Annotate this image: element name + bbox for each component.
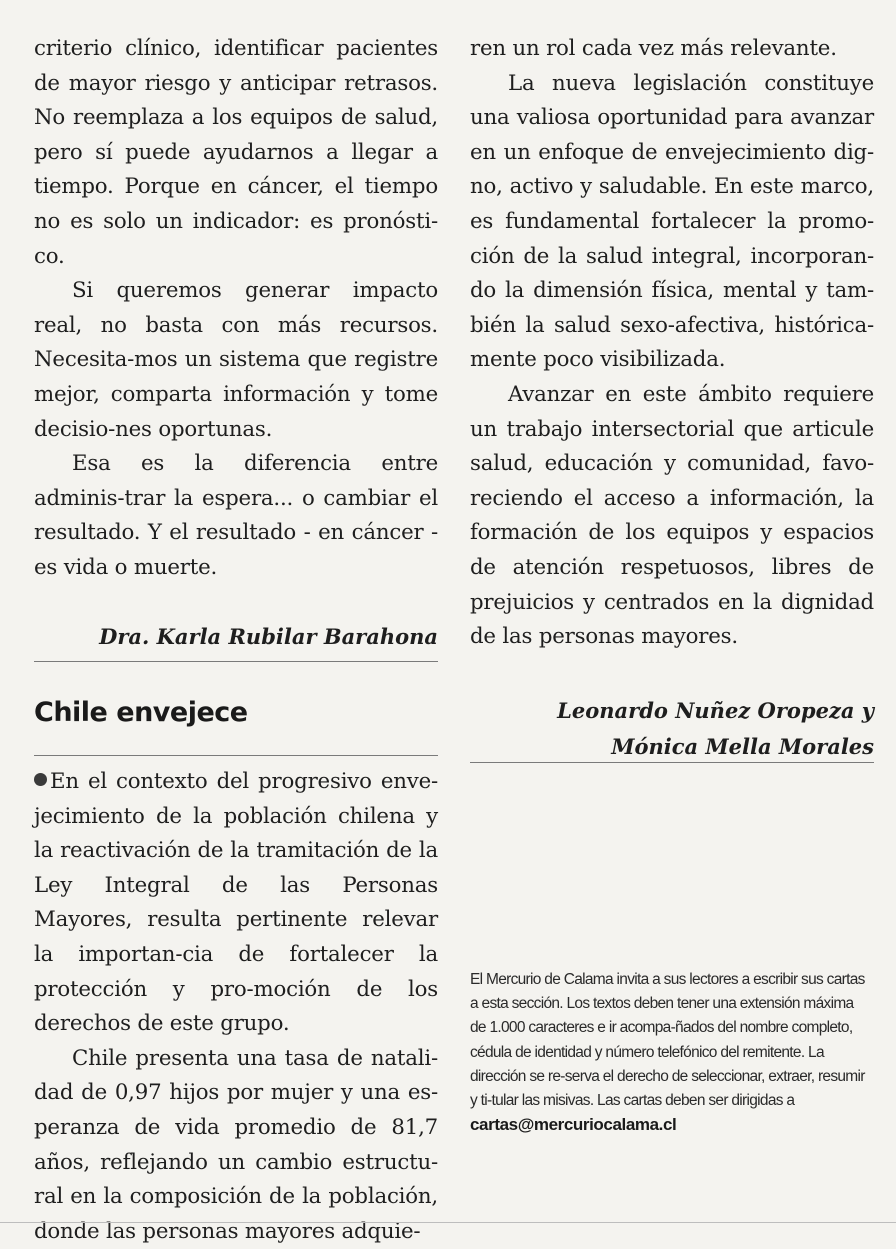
article-paragraph bbox=[34, 765, 438, 1042]
section-divider bbox=[34, 661, 438, 662]
previous-letter-column bbox=[34, 32, 438, 654]
article-continuation-column bbox=[470, 32, 874, 765]
section-divider bbox=[470, 762, 874, 763]
signature-line: Mónica Mella Morales bbox=[611, 733, 874, 759]
signature-line: Leonardo Nuñez Oropeza y bbox=[557, 697, 874, 723]
letters-notice bbox=[470, 968, 870, 1138]
letter-signature: Dra. Karla Rubilar Barahona bbox=[99, 623, 438, 649]
notice-text: El Mercurio de Calama invita a sus lectores a escribir sus cartas a esta sección. Los textos deben tener una extensión máxima de 1.000 caracteres e ir acompa-ñados del nombre completo, cédula de identidad y número telefónico del remitente. La dirección se re-serva el derecho de seleccionar, extraer, resumir y ti-tular las misivas. Las cartas deben ser dirigidas a bbox=[470, 971, 865, 1110]
article-headline: Chile envejece bbox=[34, 697, 248, 728]
article-column bbox=[34, 765, 438, 1249]
article-paragraph: ren un rol cada vez más relevante. bbox=[470, 36, 837, 61]
submission-email[interactable]: cartas@mercuriocalama.cl bbox=[470, 1115, 677, 1135]
article-signature bbox=[470, 693, 874, 765]
article-paragraph: La nueva legislación constituye una valiosa oportunidad para avanzar en un enfoque de envejecimiento dig-no, activo y saludable. En este marco, es fundamental fortalecer la promo-ción de la salud integral, incorporan-do la dimensión física, mental y tam-bién la salud sexo-afectiva, histórica-mente poco visibilizada. bbox=[470, 70, 874, 373]
letter-paragraph: Si queremos generar impacto real, no basta con más recursos. Necesita-mos un sistema que registre mejor, comparta información y tome decisio-nes oportunas. bbox=[34, 278, 438, 442]
article-paragraph-text: En el contexto del progresivo enve-jecimiento de la población chilena y la reactivación de la tramitación de la Ley Integral de las Personas Mayores, resulta pertinente relevar la importan-cia de fortalecer la protección y pro-moción de los derechos de este grupo. bbox=[34, 769, 438, 1037]
article-paragraph: Chile presenta una tasa de natali-dad de 0,97 hijos por mujer y una es-peranza de vida promedio de 81,7 años, reflejando un cambio estructu-ral en la composición de la población, donde las personas mayores adquie- bbox=[34, 1045, 438, 1244]
article-paragraph: Avanzar en este ámbito requiere un trabajo intersectorial que articule salud, educación y comunidad, favo-reciendo el acceso a información, la formación de los equipos y espacios de atención respetuosos, libres de prejuicios y centrados en la dignidad de las personas mayores. bbox=[470, 381, 874, 650]
letter-paragraph: criterio clínico, identificar pacientes de mayor riesgo y anticipar retrasos. No reemplaza a los equipos de salud, pero sí puede ayudarnos a llegar a tiempo. Porque en cáncer, el tiempo no es solo un indicador: es pronósti-co. bbox=[34, 36, 438, 269]
page-bottom-rule bbox=[0, 1222, 896, 1223]
section-divider bbox=[34, 755, 438, 756]
bullet-icon bbox=[34, 773, 47, 786]
letter-paragraph: Esa es la diferencia entre adminis-trar la espera... o cambiar el resultado. Y el resultado - en cáncer - es vida o muerte. bbox=[34, 451, 438, 580]
